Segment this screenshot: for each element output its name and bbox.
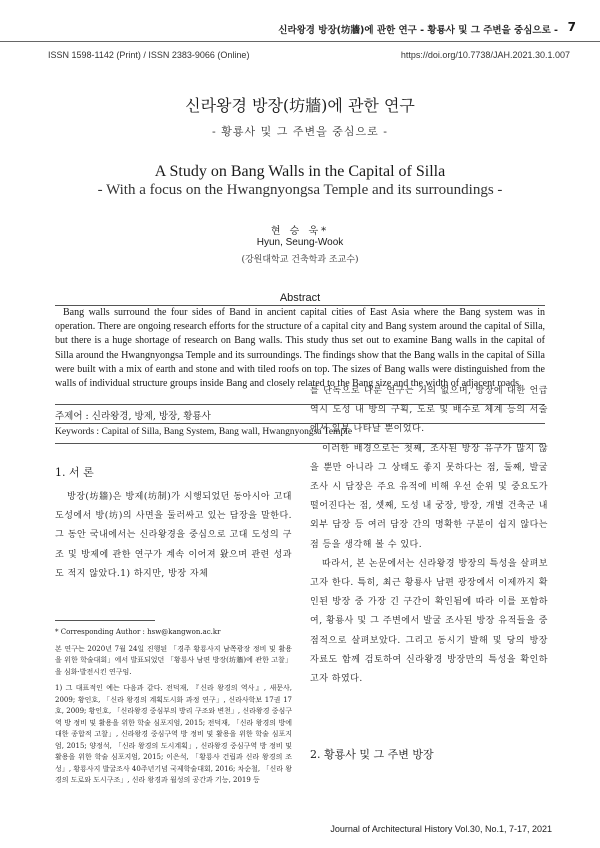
section-2-heading: 2. 황룡사 및 그 주변 방장 bbox=[310, 748, 434, 761]
intro-paragraph-2: 이러한 배경으로는 첫째, 조사된 방장 유구가 많지 않을 뿐만 아니라 그 상태도 좋지 못하다는 점, 둘째, 발굴조사 시 담장은 주요 유적에 비해 우선 순위 및 중요도가 떨어진다는 점, 셋째, 도성 내 궁장, 방장, 개별 건축군 내외부 담장 등 여러 담장 간의 명확한 구분이 쉽지 않다는 점 등을 생각해 볼 수 있다. bbox=[310, 443, 548, 550]
footnote-1: 1) 그 대표적인 예는 다음과 같다. 전덕재, 『신라 왕경의 역사』, 새문사, 2009; 황인호, 「신라 왕경의 계획도시화 과정 연구」, 신라사학보 17권 17호, 2009; 황인호, 「신라왕경 중심부의 방리 구조와 변천」, 신라왕경 중심구역 방 정비 및 활용을 위한 학술 심포지엄, 2015; 전덕재, 「신라 왕경의 방에 대한 종합적 고찰」, 신라왕경 중심구역 방 정비 및 활용을 위한 학술 심포지엄, 2015; 양정석, 「신라 왕경의 도시계획」, 신라왕경 중심구역 방 정비 및 활용을 위한 학술 심포지엄, 2015; 이은석, 「황룡사 건립과 신라 왕경의 조성」, 황룡사지 발굴조사 40주년기념 국제학술대회, 2016; 차순철, 「신라 왕경의 도로와 도시구조」, 신라 왕경과 월성의 공간과 기능, 2019 등 bbox=[55, 684, 292, 784]
keywords-korean: 주제어 : 신라왕경, 방제, 방장, 황룡사 bbox=[55, 411, 211, 422]
footnote-note: 본 연구는 2020년 7월 24일 진행된 「경주 황룡사지 남쪽광장 정비 및 활용을 위한 학술대회」에서 발표되었던 「황룡사 남편 방장(坊牆)에 관한 고찰」을 심화·발전시킨 연구임. bbox=[55, 644, 292, 676]
intro-paragraph-1-cont: 를 단독으로 다룬 연구는 거의 없으며, 방장에 대한 언급 역시 도성 내 방의 구획, 도로 및 배수로 체계 등의 서술에서 일부 나타날 뿐이었다. bbox=[310, 386, 548, 435]
header-rule bbox=[0, 41, 600, 42]
right-column-body bbox=[310, 382, 548, 689]
keywords-english: Keywords : Capital of Silla, Bang System, Bang wall, Hwangnyongsa Temple bbox=[55, 427, 353, 437]
running-title: 신라왕경 방장(坊牆)에 관한 연구 - 황룡사 및 그 주변을 중심으로 - bbox=[278, 25, 558, 36]
subtitle-english: - With a focus on the Hwangnyongsa Temple and its surroundings - bbox=[97, 182, 503, 198]
author-korean: 현 승 욱* bbox=[270, 226, 330, 237]
journal-footer: Journal of Architectural History Vol.30, No.1, 7-17, 2021 bbox=[330, 824, 552, 834]
abstract-body bbox=[55, 306, 545, 391]
author-affiliation: (강원대학교 건축학과 조교수) bbox=[241, 255, 359, 265]
subtitle-korean: - 황룡사 및 그 주변을 중심으로 - bbox=[212, 125, 388, 138]
page-number: 7 bbox=[567, 20, 576, 34]
doi-link[interactable]: https://doi.org/10.7738/JAH.2021.30.1.007 bbox=[400, 50, 570, 60]
abstract-text: Bang walls surround the four sides of Band in ancient capital cities of East Asia where the Bang system was in operation. There are ongoing research efforts for the structure of a capital city and Bang system around the capital of Silla, but there is a huge shortage of research on Bang walls. This study thus set out to examine Bang walls in the capital of Silla around the Hwangnyongsa Temple and its surroundings. The findings show that the Bang walls in the capital of Silla were built with a mix of earth and stone and with tiled roofs on top. The sizes of Bang walls were distinguished from the walls of individual structure groups inside Bang and closely related to the Bang size and the width of adjacent roads. bbox=[55, 307, 546, 390]
footnote-rule bbox=[55, 620, 155, 621]
issn: ISSN 1598-1142 (Print) / ISSN 2383-9066 (Online) bbox=[48, 50, 250, 60]
footnotes bbox=[55, 627, 292, 792]
left-column-body bbox=[55, 488, 292, 584]
intro-paragraph-3: 따라서, 본 논문에서는 신라왕경 방장의 특성을 살펴보고자 한다. 특히, 최근 황룡사 남편 광장에서 이제까지 확인된 방장 중 가장 긴 구간이 확인됨에 따라 이를 포함하여, 황룡사 및 그 주변에서 발굴 조사된 방장 유적들을 중점적으로 살펴보았다. 그리고 동시기 발해 및 당의 방장 자료도 함께 검토하여 신라왕경 방장만의 특성을 확인하고자 하였다. bbox=[310, 558, 548, 685]
title-english: A Study on Bang Walls in the Capital of Silla bbox=[154, 163, 446, 180]
corresponding-author: * Corresponding Author : hsw@kangwon.ac.kr bbox=[55, 628, 221, 636]
author-english: Hyun, Seung-Wook bbox=[256, 237, 344, 248]
section-1-heading: 1. 서 론 bbox=[55, 466, 94, 479]
intro-paragraph-1: 방장(坊牆)은 방제(坊制)가 시행되었던 동아시아 고대 도성에서 방(坊)의 사면을 둘러싸고 있는 담장을 말한다. 그 동안 국내에서는 신라왕경을 중심으로 고대 도성의 구조 및 방제에 관한 연구가 계속 이어져 왔으며 관련 성과도 적지 않았다.1) 하지만, 방장 자체 bbox=[55, 492, 292, 579]
abstract-heading: Abstract bbox=[279, 292, 321, 304]
title-korean: 신라왕경 방장(坊牆)에 관한 연구 bbox=[185, 96, 415, 115]
